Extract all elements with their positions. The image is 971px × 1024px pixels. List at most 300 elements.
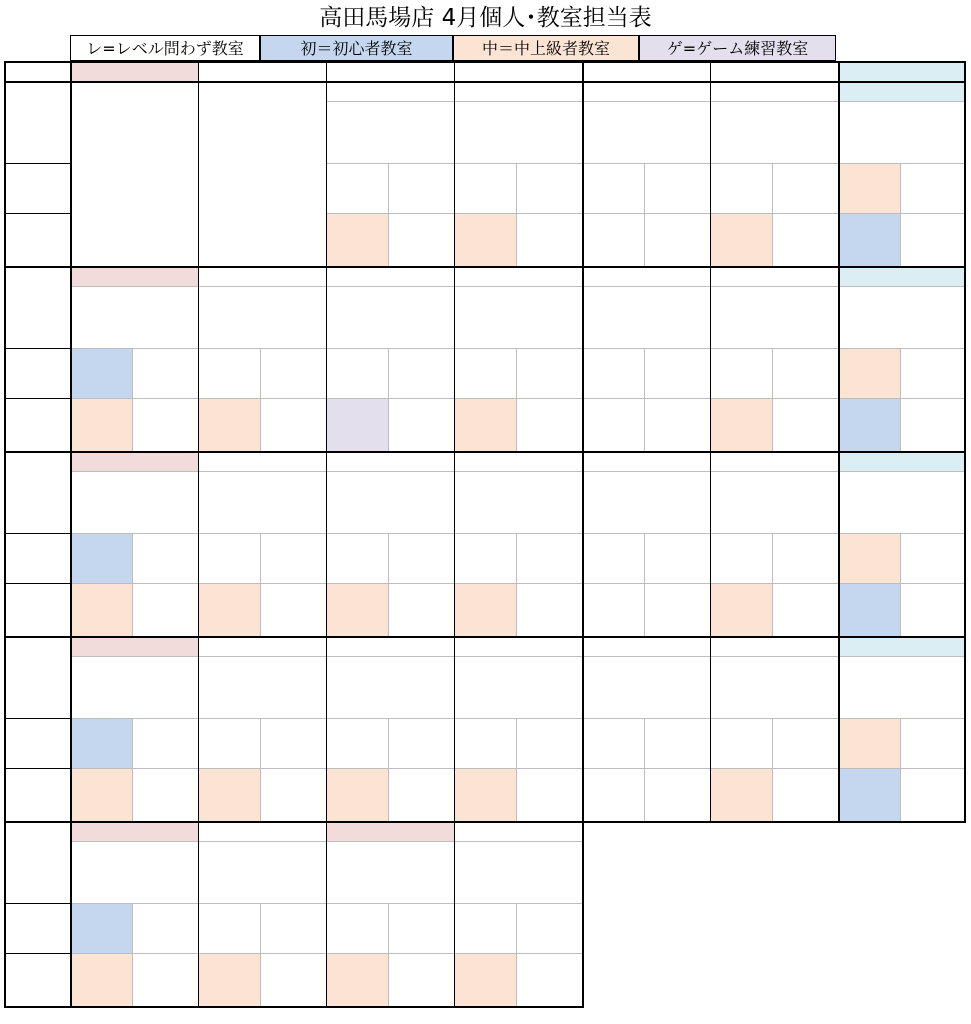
grid-line [710,61,711,823]
grid-line [838,61,840,823]
morning-teacher [644,163,710,213]
afternoon-class-type [198,583,260,636]
afternoon-teacher [132,953,198,1006]
morning-teacher [516,903,582,953]
grid-line [454,841,582,842]
morning-class-type [70,903,132,953]
day-number [582,81,710,101]
grid-line [4,348,70,349]
grid-line [644,533,645,636]
morning-teacher [644,718,710,768]
afternoon-class-type [710,398,772,451]
grid-line [838,398,966,399]
afternoon-teacher [772,583,838,636]
morning-teacher [388,718,454,768]
personal-staff [838,101,966,163]
row-label-afternoon [4,953,70,1006]
afternoon-teacher [644,768,710,821]
grid-line [326,286,454,287]
personal-staff [454,101,582,163]
grid-line [838,213,966,214]
personal-staff [454,286,582,348]
day-number [454,81,582,101]
row-label-afternoon [4,398,70,451]
grid-line [326,61,327,1008]
grid-line [326,583,454,584]
grid-line [4,451,966,453]
legend-advanced: 中＝中上級者教室 [453,35,639,61]
grid-line [454,583,582,584]
personal-staff [326,286,454,348]
grid-line [326,213,454,214]
row-label-morning [4,903,70,953]
grid-line [454,768,582,769]
personal-staff [326,841,454,903]
row-label-personal [4,471,70,533]
grid-line [516,533,517,636]
grid-line [198,471,326,472]
grid-line [582,348,710,349]
personal-staff [198,841,326,903]
grid-line [326,348,454,349]
calendar-grid [4,61,966,1016]
afternoon-teacher [260,953,326,1006]
grid-line [198,768,326,769]
weekday-header [326,61,454,81]
grid-line [772,718,773,821]
grid-line [900,163,901,266]
morning-teacher [260,903,326,953]
morning-teacher [772,163,838,213]
page-title: 高田馬場店 4月個人･教室担当表 [319,5,652,31]
grid-line [710,101,838,102]
personal-staff [838,471,966,533]
grid-line [4,61,6,1008]
grid-line [132,533,133,636]
grid-line [454,213,582,214]
afternoon-teacher [388,953,454,1006]
morning-class-type [326,163,388,213]
personal-staff [838,286,966,348]
grid-line [70,398,198,399]
grid-line [710,163,838,164]
afternoon-teacher [260,768,326,821]
day-number [70,636,198,656]
grid-line [70,768,198,769]
day-number [198,266,326,286]
morning-class-type [326,903,388,953]
personal-staff [582,656,710,718]
afternoon-teacher [516,398,582,451]
day-number [198,636,326,656]
afternoon-teacher [900,768,966,821]
grid-line [582,101,710,102]
grid-line [454,903,582,904]
row-label-morning [4,348,70,398]
evening-class [326,768,388,821]
afternoon-class-type [70,953,132,1006]
afternoon-teacher [516,213,582,266]
personal-staff [454,841,582,903]
morning-teacher [132,718,198,768]
morning-class-type [326,718,388,768]
grid-line [326,656,454,657]
grid-line [70,656,198,657]
evening-class [326,583,388,636]
grid-line [454,348,582,349]
day-number [838,81,966,101]
grid-line [388,903,389,1006]
afternoon-teacher [644,398,710,451]
personal-staff [326,656,454,718]
grid-line [582,718,710,719]
grid-line [198,903,326,904]
afternoon-teacher [772,398,838,451]
grid-line [4,953,70,954]
grid-line [772,348,773,451]
personal-staff [454,471,582,533]
grid-line [4,398,70,399]
evening-class [454,398,516,451]
morning-class-type [326,533,388,583]
grid-line [900,718,901,821]
grid-line [4,81,966,83]
grid-line [838,348,966,349]
personal-staff [70,471,198,533]
afternoon-class-type [838,398,900,451]
day-number [326,821,454,841]
grid-line [838,533,966,534]
day-number [838,636,966,656]
grid-line [4,213,70,214]
grid-line [582,656,710,657]
personal-staff [582,471,710,533]
grid-line [4,821,966,823]
row-label-personal [4,656,70,718]
day-number [710,81,838,101]
afternoon-class-type [838,213,900,266]
day-number [710,266,838,286]
morning-teacher [900,533,966,583]
grid-line [198,348,326,349]
afternoon-class-type [198,768,260,821]
grid-line [582,583,710,584]
grid-line [388,533,389,636]
grid-line [838,768,966,769]
personal-staff [326,101,454,163]
grid-line [644,718,645,821]
afternoon-class-type [70,398,132,451]
afternoon-class-type [582,583,644,636]
personal-staff [326,471,454,533]
day-number [326,81,454,101]
morning-teacher [644,533,710,583]
personal-staff [582,101,710,163]
day-number [70,451,198,471]
grid-line [70,903,198,904]
grid-line [710,533,838,534]
personal-staff [710,101,838,163]
morning-teacher [516,718,582,768]
morning-teacher [644,348,710,398]
afternoon-teacher [132,398,198,451]
morning-class-type [70,718,132,768]
morning-teacher [388,163,454,213]
day-number [582,266,710,286]
grid-line [710,656,838,657]
row-label-personal [4,101,70,163]
grid-line [454,718,582,719]
morning-teacher [388,533,454,583]
grid-line [326,718,454,719]
morning-class-type [838,163,900,213]
grid-line [710,213,838,214]
grid-line [70,533,198,534]
morning-teacher [772,533,838,583]
afternoon-class-type [710,583,772,636]
personal-staff [198,471,326,533]
grid-line [454,953,582,954]
weekday-header [454,61,582,81]
personal-staff [710,471,838,533]
grid-line [198,656,326,657]
grid-line [388,163,389,266]
afternoon-teacher [772,213,838,266]
morning-teacher [132,533,198,583]
grid-line [4,163,70,164]
morning-class-type [70,533,132,583]
grid-line [4,1006,582,1008]
personal-staff [70,286,198,348]
morning-class-type [198,718,260,768]
day-number [454,821,582,841]
afternoon-teacher [900,213,966,266]
grid-line [454,163,582,164]
row-label-personal [4,286,70,348]
evening-class [326,213,388,266]
afternoon-class-type [198,398,260,451]
grid-line [838,656,966,657]
evening-class [454,213,516,266]
afternoon-class-type [582,768,644,821]
day-number [454,636,582,656]
morning-class-type [582,348,644,398]
grid-line [4,636,966,638]
morning-class-type [326,348,388,398]
morning-teacher [132,903,198,953]
day-number [710,451,838,471]
day-number [326,451,454,471]
personal-staff [454,656,582,718]
day-number [454,266,582,286]
grid-line [70,583,198,584]
grid-line [326,398,454,399]
morning-class-type [454,533,516,583]
morning-class-type [710,533,772,583]
morning-class-type [710,163,772,213]
morning-teacher [132,348,198,398]
afternoon-teacher [388,213,454,266]
grid-line [4,266,966,268]
grid-line [4,583,70,584]
weekday-header [710,61,838,81]
grid-line [198,953,326,954]
grid-line [454,61,455,1008]
grid-line [198,286,326,287]
personal-staff [70,656,198,718]
grid-line [70,348,198,349]
afternoon-class-type [582,398,644,451]
grid-line [838,471,966,472]
morning-teacher [260,348,326,398]
afternoon-teacher [900,398,966,451]
row-label-afternoon [4,768,70,821]
grid-line [326,953,454,954]
grid-line [838,286,966,287]
afternoon-class-type [70,768,132,821]
morning-class-type [582,533,644,583]
afternoon-teacher [516,768,582,821]
grid-line [582,61,584,1008]
morning-class-type [838,533,900,583]
morning-class-type [838,718,900,768]
afternoon-teacher [516,953,582,1006]
afternoon-teacher [900,583,966,636]
personal-staff [710,286,838,348]
morning-teacher [388,903,454,953]
grid-line [326,768,454,769]
personal-staff [710,656,838,718]
afternoon-teacher [644,213,710,266]
afternoon-teacher [132,583,198,636]
grid-line [70,286,198,287]
grid-line [4,903,70,904]
grid-line [964,61,966,823]
row-label-afternoon [4,213,70,266]
grid-line [516,903,517,1006]
afternoon-class-type [582,213,644,266]
grid-line [454,101,582,102]
grid-line [582,286,710,287]
day-number [198,821,326,841]
grid-line [644,163,645,266]
grid-line [710,471,838,472]
day-number [582,636,710,656]
personal-staff [838,656,966,718]
grid-line [198,61,199,1008]
grid-line [516,163,517,266]
grid-line [838,583,966,584]
grid-line [454,533,582,534]
grid-line [582,533,710,534]
grid-line [132,903,133,1006]
evening-class [454,768,516,821]
morning-class-type [454,718,516,768]
morning-teacher [772,348,838,398]
afternoon-teacher [260,583,326,636]
morning-class-type [198,533,260,583]
grid-line [132,348,133,451]
grid-line [710,583,838,584]
afternoon-class-type [838,583,900,636]
grid-line [198,398,326,399]
grid-line [326,163,454,164]
afternoon-teacher [388,398,454,451]
morning-teacher [516,163,582,213]
day-number [70,821,198,841]
grid-line [70,718,198,719]
grid-line [260,533,261,636]
grid-line [454,656,582,657]
grid-line [4,61,966,63]
grid-line [454,398,582,399]
grid-line [70,953,198,954]
row-label-morning [4,718,70,768]
morning-teacher [900,718,966,768]
morning-class-type [454,348,516,398]
grid-line [582,768,710,769]
afternoon-class-type [326,953,388,1006]
weekday-header [70,61,198,81]
grid-line [260,348,261,451]
personal-staff [70,841,198,903]
grid-line [582,163,710,164]
grid-line [454,471,582,472]
personal-staff [198,656,326,718]
morning-teacher [900,163,966,213]
grid-line [838,718,966,719]
grid-line [198,841,326,842]
morning-class-type [198,903,260,953]
legend-beginner: 初＝初心者教室 [260,35,453,61]
row-label-morning [4,533,70,583]
grid-line [260,903,261,1006]
afternoon-teacher [516,583,582,636]
morning-class-type [838,348,900,398]
afternoon-teacher [388,768,454,821]
grid-line [516,718,517,821]
morning-class-type [70,348,132,398]
afternoon-teacher [260,398,326,451]
afternoon-teacher [772,768,838,821]
grid-line [644,348,645,451]
afternoon-teacher [388,583,454,636]
grid-line [900,533,901,636]
morning-teacher [516,533,582,583]
grid-line [710,768,838,769]
morning-teacher [516,348,582,398]
evening-class [326,398,388,451]
grid-line [710,348,838,349]
grid-line [582,471,710,472]
grid-line [772,533,773,636]
morning-teacher [260,533,326,583]
grid-line [326,533,454,534]
day-number [70,266,198,286]
personal-staff [582,286,710,348]
row-label-morning [4,163,70,213]
grid-line [70,61,72,1008]
day-number [454,451,582,471]
afternoon-teacher [644,583,710,636]
morning-teacher [772,718,838,768]
weekday-header [582,61,710,81]
legend-game: ゲ=ゲーム練習教室 [639,35,836,61]
legend-level-any: レ=レベル問わず教室 [70,35,260,61]
grid-line [454,286,582,287]
grid-line [710,398,838,399]
grid-line [710,286,838,287]
